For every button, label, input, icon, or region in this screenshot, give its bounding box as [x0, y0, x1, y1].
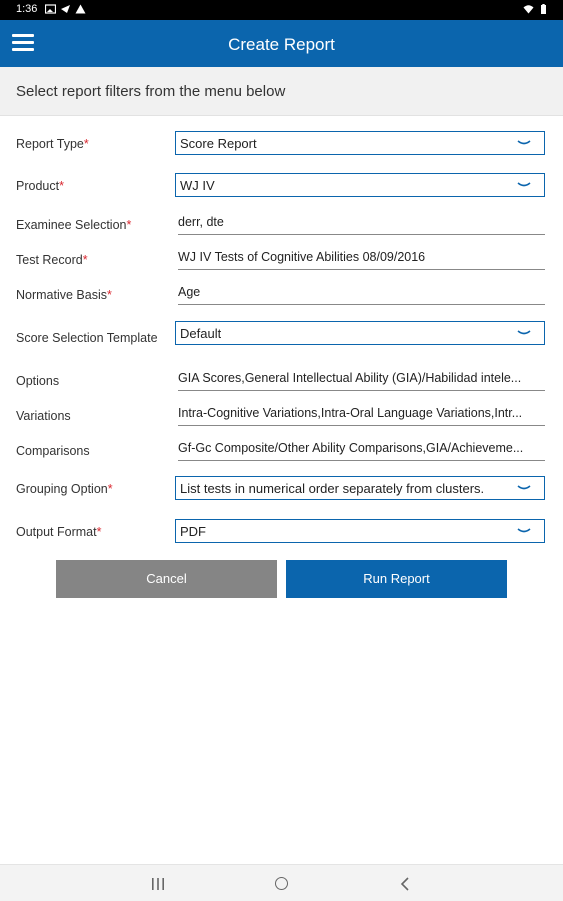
output-format-label: Output Format*: [16, 525, 102, 539]
normative-basis-label: Normative Basis*: [16, 288, 112, 302]
wifi-icon: [523, 4, 534, 14]
examinee-selection-label: Examinee Selection*: [16, 218, 132, 232]
status-bar: [0, 0, 563, 20]
chevron-down-icon: [516, 526, 532, 536]
product-select[interactable]: [175, 173, 545, 197]
cancel-button[interactable]: Cancel: [56, 560, 277, 598]
grouping-option-value: List tests in numerical order separately from clusters.: [180, 481, 485, 496]
report-type-select[interactable]: [175, 131, 545, 155]
test-record-field[interactable]: WJ IV Tests of Cognitive Abilities 08/09/2016: [178, 250, 545, 270]
options-label: Options: [16, 374, 60, 388]
run-report-button[interactable]: Run Report: [286, 560, 507, 598]
normative-basis-field[interactable]: Age: [178, 285, 545, 305]
score-selection-template-select[interactable]: [175, 321, 545, 345]
comparisons-label: Comparisons: [16, 444, 90, 458]
instructions-banner: [0, 67, 563, 116]
variations-label: Variations: [16, 409, 71, 423]
chevron-down-icon: [516, 138, 532, 148]
comparisons-field[interactable]: Gf-Gc Composite/Other Ability Comparisons,GIA/Achieveme...: [178, 441, 545, 461]
grouping-option-label: Grouping Option*: [16, 482, 113, 496]
score-selection-template-value: Default: [180, 326, 222, 341]
warning-icon: [75, 4, 86, 14]
examinee-selection-field[interactable]: derr, dte: [178, 215, 545, 235]
recent-apps-icon[interactable]: [151, 878, 165, 890]
output-format-value: PDF: [180, 524, 206, 539]
options-field[interactable]: GIA Scores,General Intellectual Ability (GIA)/Habilidad intele...: [178, 371, 545, 391]
variations-field[interactable]: Intra-Cognitive Variations,Intra-Oral Language Variations,Intr...: [178, 406, 545, 426]
system-icons: [523, 4, 549, 14]
notification-icons: [45, 4, 86, 14]
home-icon[interactable]: [275, 877, 288, 890]
chevron-down-icon: [516, 328, 532, 338]
test-record-label: Test Record*: [16, 253, 88, 267]
battery-icon: [538, 4, 549, 14]
back-icon[interactable]: [400, 877, 410, 891]
score-selection-template-label: Score Selection Template: [16, 331, 158, 345]
report-type-value: Score Report: [180, 136, 257, 151]
image-icon: [45, 4, 56, 14]
output-format-select[interactable]: [175, 519, 545, 543]
page-title: Create Report: [228, 35, 335, 54]
app-header: [0, 20, 563, 67]
system-navigation-bar: [0, 864, 563, 901]
chevron-down-icon: [516, 180, 532, 190]
status-time: 1:36: [16, 3, 38, 15]
chevron-down-icon: [516, 483, 532, 493]
send-icon: [60, 4, 71, 14]
instructions-text: Select report filters from the menu below: [16, 83, 286, 100]
report-type-label: Report Type*: [16, 137, 89, 151]
grouping-option-select[interactable]: [175, 476, 545, 500]
product-value: WJ IV: [180, 178, 215, 193]
product-label: Product*: [16, 179, 64, 193]
